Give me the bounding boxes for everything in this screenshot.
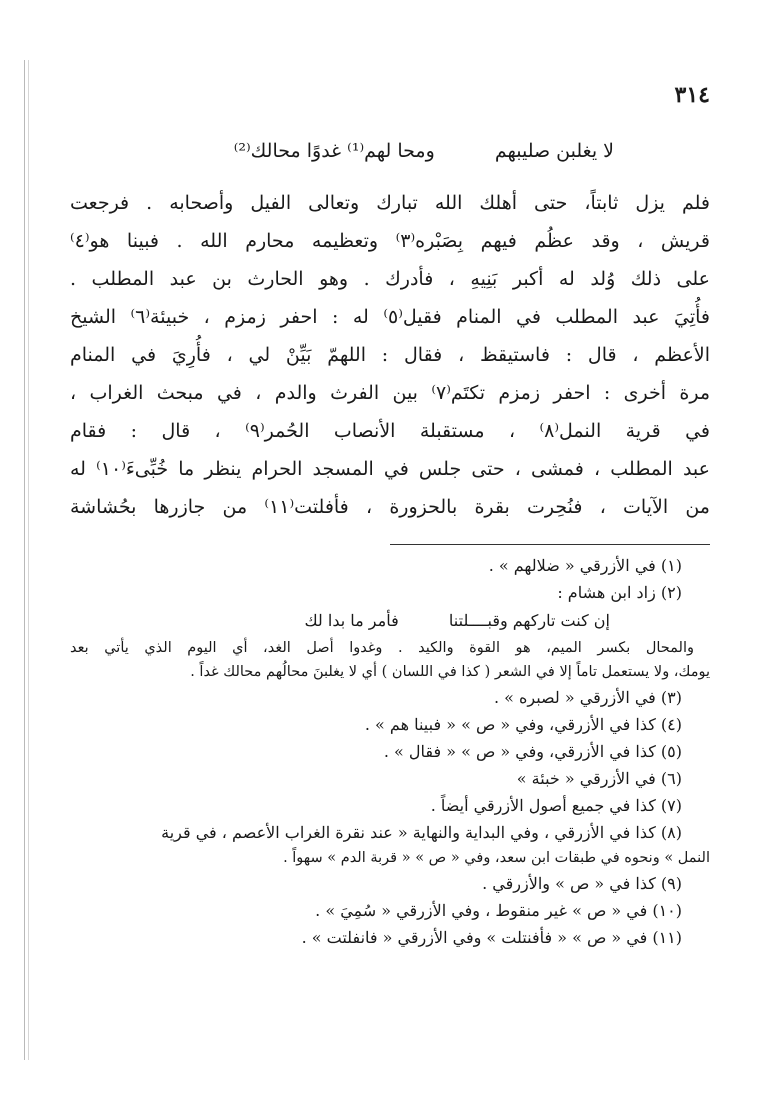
footnote-6: (٦) في الأزرقي « خبئة » [516,769,682,788]
footnote-2-continuation: يومك، ولا يستعمل تاماً إلا في الشعر ( كذا في اللسان ) أي لا يغلبنَ محالُهم محالك غداً . [190,664,710,680]
footnotes [70,552,710,951]
body-line: قريش ، وقد عظُم فيهم بِصَبْره⁽٣⁾ وتعظيمه محارم الله . فبينا هو⁽٤⁾ [70,230,710,252]
footnote-2: (٢) زاد ابن هشام : [557,583,682,602]
body-line: مرة أخرى : احفر زمزم تكتَم⁽٧⁾ بين الفرث والدم ، في مبحث الغراب ، [70,382,711,404]
page-gutter-line [24,60,29,1060]
footnote-8: (٨) كذا في الأزرقي ، وفي البداية والنهاية « عند نقرة الغراب الأعصم ، في قرية [161,823,682,842]
footnote-4: (٤) كذا في الأزرقي، وفي « ص » « فبينا هم » . [364,715,682,734]
verse-hemistich-right: لا يغلبن صليبهم [494,140,614,162]
footnote-1: (١) في الأزرقي « ضلالهم » . [488,556,682,575]
body-line: على ذلك وُلد له أكبر بَنِيهِ ، فأدرك . وهو الحارث بن عبد المطلب . [70,268,710,290]
body-text [70,184,710,526]
poem-hemistich-left: فأمر ما بدا لك [304,611,399,630]
verse-hemistich-left: ومحا لهم⁽¹⁾ غدوًا محالك⁽²⁾ [233,140,435,162]
footnote-2-continuation: والمحال بكسر الميم، هو القوة والكيد . وغدوا أصل الغد، أي اليوم الذي يأتي بعد [70,640,694,656]
body-line: في قرية النمل⁽٨⁾ ، مستقبلة الأنصاب الحُمر⁽٩⁾ ، قال : فقام [70,420,710,442]
body-line: عبد المطلب ، فمشى ، حتى جلس في المسجد الحرام ينظر ما خُبِّىءَ⁽١٠⁾ له [70,458,710,480]
footnote-10: (١٠) في « ص » غير منقوط ، وفي الأزرقي « سُمِيَ » . [315,901,682,920]
body-line: فأُتِيَ عبد المطلب في المنام فقيل⁽٥⁾ له : احفر زمزم ، خبيئة⁽٦⁾ الشيخ [70,306,710,328]
footnote-5: (٥) كذا في الأزرقي، وفي « ص » « فقال » . [383,742,682,761]
book-page [70,0,710,1098]
footnote-separator [390,544,710,545]
footnote-2-poem [70,606,710,636]
body-line: فلم يزل ثابتاً، حتى أهلك الله تبارك وتعالى الفيل وأصحابه . فرجعت [70,192,710,214]
footnote-8-continuation: النمل » ونحوه في طبقات ابن سعد، وفي « ص » « قربة الدم » سهواً . [283,850,710,866]
footnote-9: (٩) كذا في « ص » والأزرقي . [482,874,682,893]
footnote-11: (١١) في « ص » « فأفنتلت » وفي الأزرقي « فانفلتت » . [301,928,682,947]
body-line: الأعظم ، قال : فاستيقظ ، فقال : اللهمّ بَيِّنْ لي ، فأُرِيَ في المنام [70,344,710,366]
footnote-3: (٣) في الأزرقي « لصبره » . [493,688,682,707]
body-line: من الآيات ، فنُحِرت بقرة بالحزورة ، فأفلتت⁽١١⁾ من جازرها بحُشاشة [70,496,710,518]
verse-line [234,140,614,162]
page-number: ٣١٤ [674,82,710,108]
footnote-7: (٧) كذا في جميع أصول الأزرقي أيضاً . [430,796,682,815]
poem-hemistich-right: إن كنت تاركهم وقبــــلتنا [448,611,610,630]
